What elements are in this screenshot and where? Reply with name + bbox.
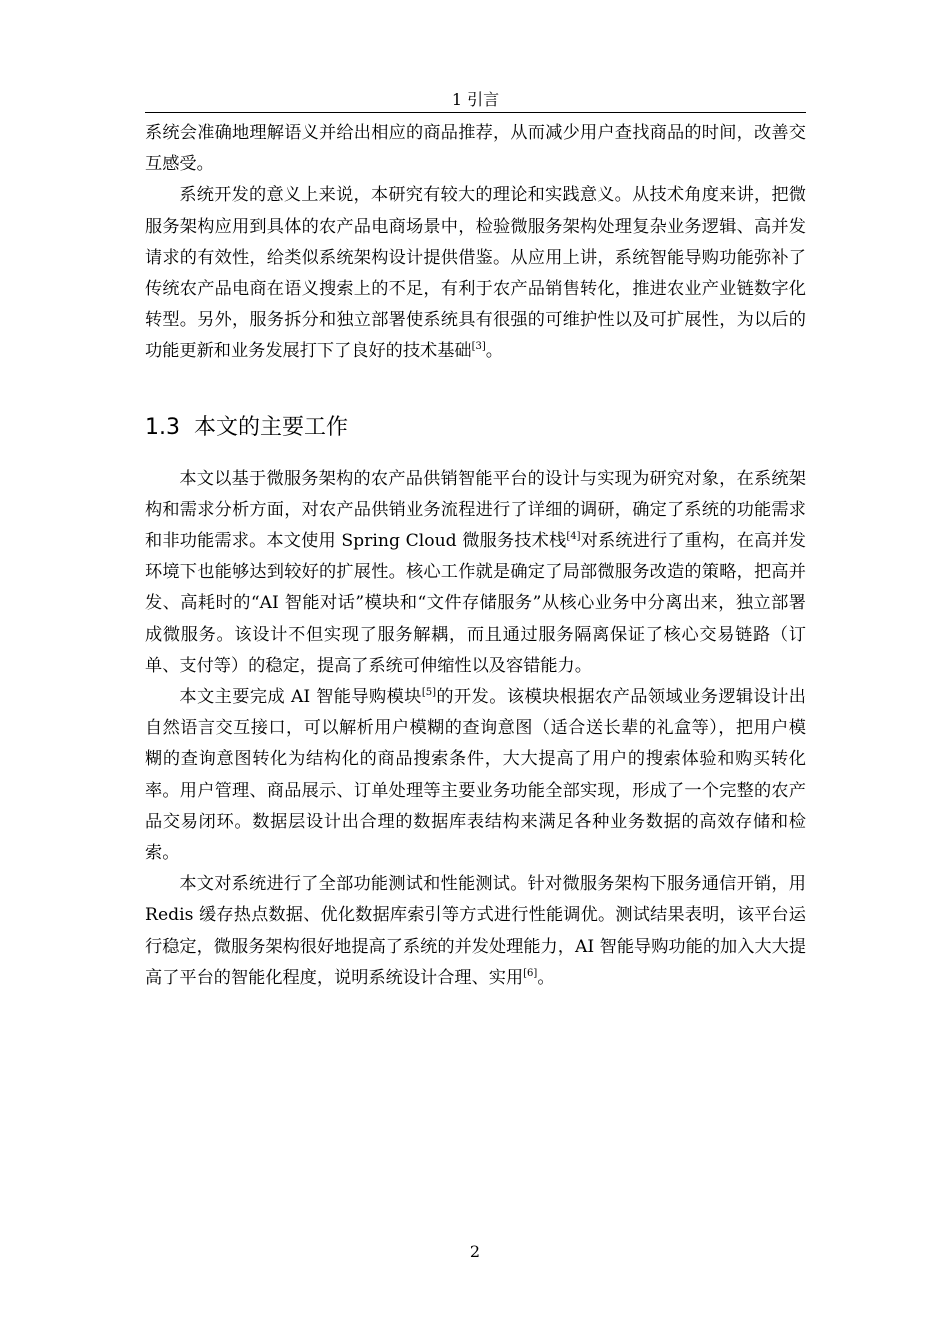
paragraph-text: 系统开发的意义上来说，本研究有较大的理论和实践意义。从技术角度来讲，把微服务架构应用到具体的农产品电商场景中，检验微服务架构处理复杂业务逻辑、高并发请求的有效性，给类似系统架构设计提供借鉴。从应用上讲，系统智能导购功能弥补了传统农产品电商在语义搜索上的不足，有利于农产品销售转化，推进农业产业链数字化转型。另外，服务拆分和独立部署使系统具有很强的可维护性以及可扩展性，为以后的功能更新和业务发展打下了良好的技术基础 <box>145 185 806 362</box>
section-title: 本文的主要工作 <box>194 414 349 440</box>
paragraph-text: 本文对系统进行了全部功能测试和性能测试。针对微服务架构下服务通信开销，用 Redis 缓存热点数据、优化数据库索引等方式进行性能调优。测试结果表明，该平台运行稳定，微服务架构很好地提高了系统的并发处理能力，AI 智能导购功能的加入大大提高了平台的智能化程度，说明系统设计合理、实用 <box>145 874 806 988</box>
section-number: 1.3 <box>145 414 180 440</box>
body-text <box>145 118 806 994</box>
page-number <box>0 1242 950 1261</box>
section-heading <box>145 410 806 446</box>
citation-ref: [3] <box>471 341 486 353</box>
running-header-title: 1 引言 <box>451 90 500 109</box>
citation-ref: [6] <box>523 967 538 979</box>
page-number-text: 2 <box>469 1242 481 1261</box>
paragraph-continued <box>145 118 806 180</box>
paragraph-tail: 。 <box>485 341 503 362</box>
paragraph-text-cont: 的开发。该模块根据农产品领域业务逻辑设计出自然语言交互接口，可以解析用户模糊的查询意图（适合送长辈的礼盒等），把用户模糊的查询意图转化为结构化的商品搜索条件，大大提高了用户的搜索体验和购买转化率。用户管理、商品展示、订单处理等主要业务功能全部实现，形成了一个完整的农产品交易闭环。数据层设计出合理的数据库表结构来满足各种业务数据的高效存储和检索。 <box>145 687 806 864</box>
paragraph-text: 系统会准确地理解语义并给出相应的商品推荐，从而减少用户查找商品的时间，改善交互感受。 <box>145 123 806 175</box>
paragraph-testing <box>145 869 806 994</box>
citation-ref: [4] <box>566 531 581 543</box>
paragraph-research-object <box>145 464 806 682</box>
running-header <box>145 88 806 113</box>
paragraph-text-cont: 对系统进行了重构，在高并发环境下也能够达到较好的扩展性。核心工作就是确定了局部微服务改造的策略，把高并发、高耗时的“AI 智能对话”模块和“文件存储服务”从核心业务中分离出来，独立部署成微服务。该设计不但实现了服务解耦，而且通过服务隔离保证了核心交易链路（订单、支付等）的稳定，提高了系统可伸缩性以及容错能力。 <box>145 531 806 676</box>
citation-ref: [5] <box>421 687 436 699</box>
paragraph-text: 本文以基于微服务架构的农产品供销智能平台的设计与实现为研究对象，在系统架构和需求分析方面，对农产品供销业务流程进行了详细的调研，确定了系统的功能需求和非功能需求。本文使用 Spring Cloud 微服务技术栈 <box>145 468 806 552</box>
paragraph-ai-module <box>145 682 806 869</box>
paragraph-text: 本文主要完成 AI 智能导购模块 <box>179 687 422 708</box>
paragraph-tail: 。 <box>537 967 555 988</box>
paragraph-significance <box>145 180 806 367</box>
